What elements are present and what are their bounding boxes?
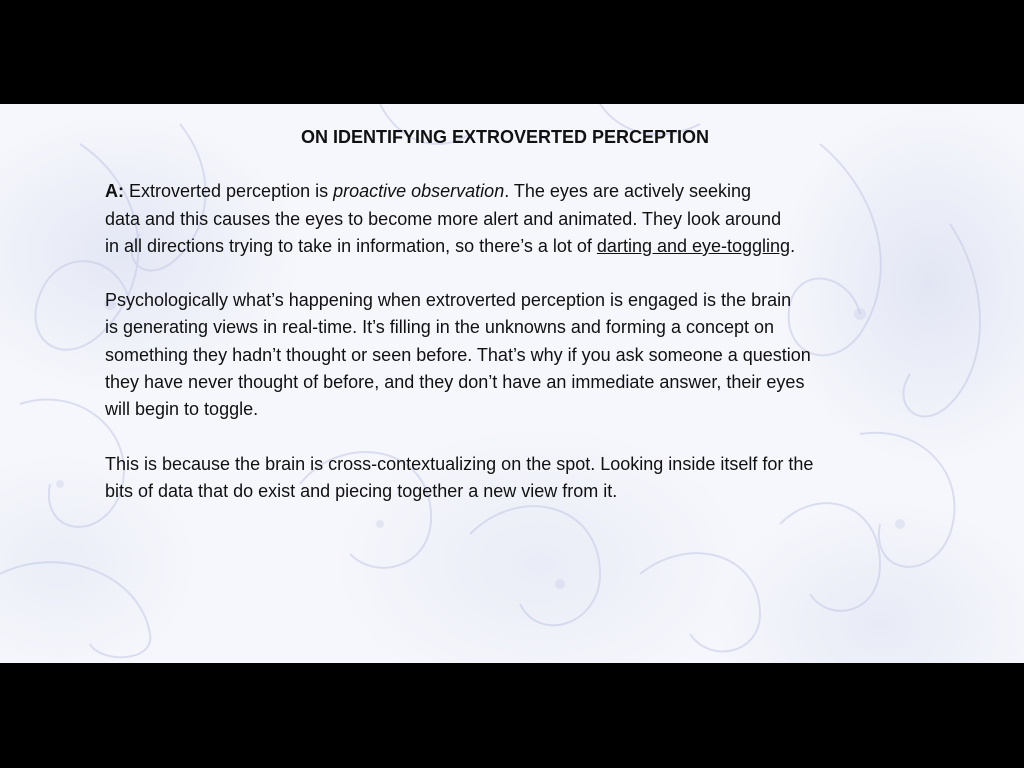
slide-title: ON IDENTIFYING EXTROVERTED PERCEPTION xyxy=(300,127,710,147)
paragraph-line: This is because the brain is cross-contextualizing on the spot. Looking inside itself for the xyxy=(105,453,814,474)
paragraph-line: will begin to toggle. xyxy=(105,399,259,420)
slide xyxy=(0,104,1024,663)
paragraph-line xyxy=(105,233,935,260)
paragraph-line: bits of data that do exist and piecing together a new view from it. xyxy=(105,480,618,501)
text-span: in all directions trying to take in information, so there’s a lot of xyxy=(105,235,597,256)
hyperlink-darting-eye-toggling[interactable]: darting and eye-toggling xyxy=(596,235,791,256)
paragraph-line: they have never thought of before, and they don’t have an immediate answer, their eyes xyxy=(105,372,805,393)
paragraph-line: is generating views in real-time. It’s filling in the unknowns and forming a concept on xyxy=(105,317,775,338)
paragraph-cross-contextualizing xyxy=(105,451,935,506)
text-span: Extroverted perception is xyxy=(124,181,334,202)
answer-lead: A: xyxy=(105,181,124,202)
paragraph-line: data and this causes the eyes to become more alert and animated. They look around xyxy=(105,208,782,229)
paragraph-psychology xyxy=(105,287,935,423)
emphasis-text: proactive observation xyxy=(333,181,505,202)
text-span: . xyxy=(790,235,796,256)
text-span: . The eyes are actively seeking xyxy=(504,181,752,202)
paragraph-line xyxy=(105,178,935,205)
paragraph-answer xyxy=(105,178,935,260)
paragraph-line: Psychologically what’s happening when extroverted perception is engaged is the brain xyxy=(105,290,792,311)
paragraph-line: something they hadn’t thought or seen before. That’s why if you ask someone a question xyxy=(105,344,811,365)
slide-content xyxy=(105,124,935,532)
